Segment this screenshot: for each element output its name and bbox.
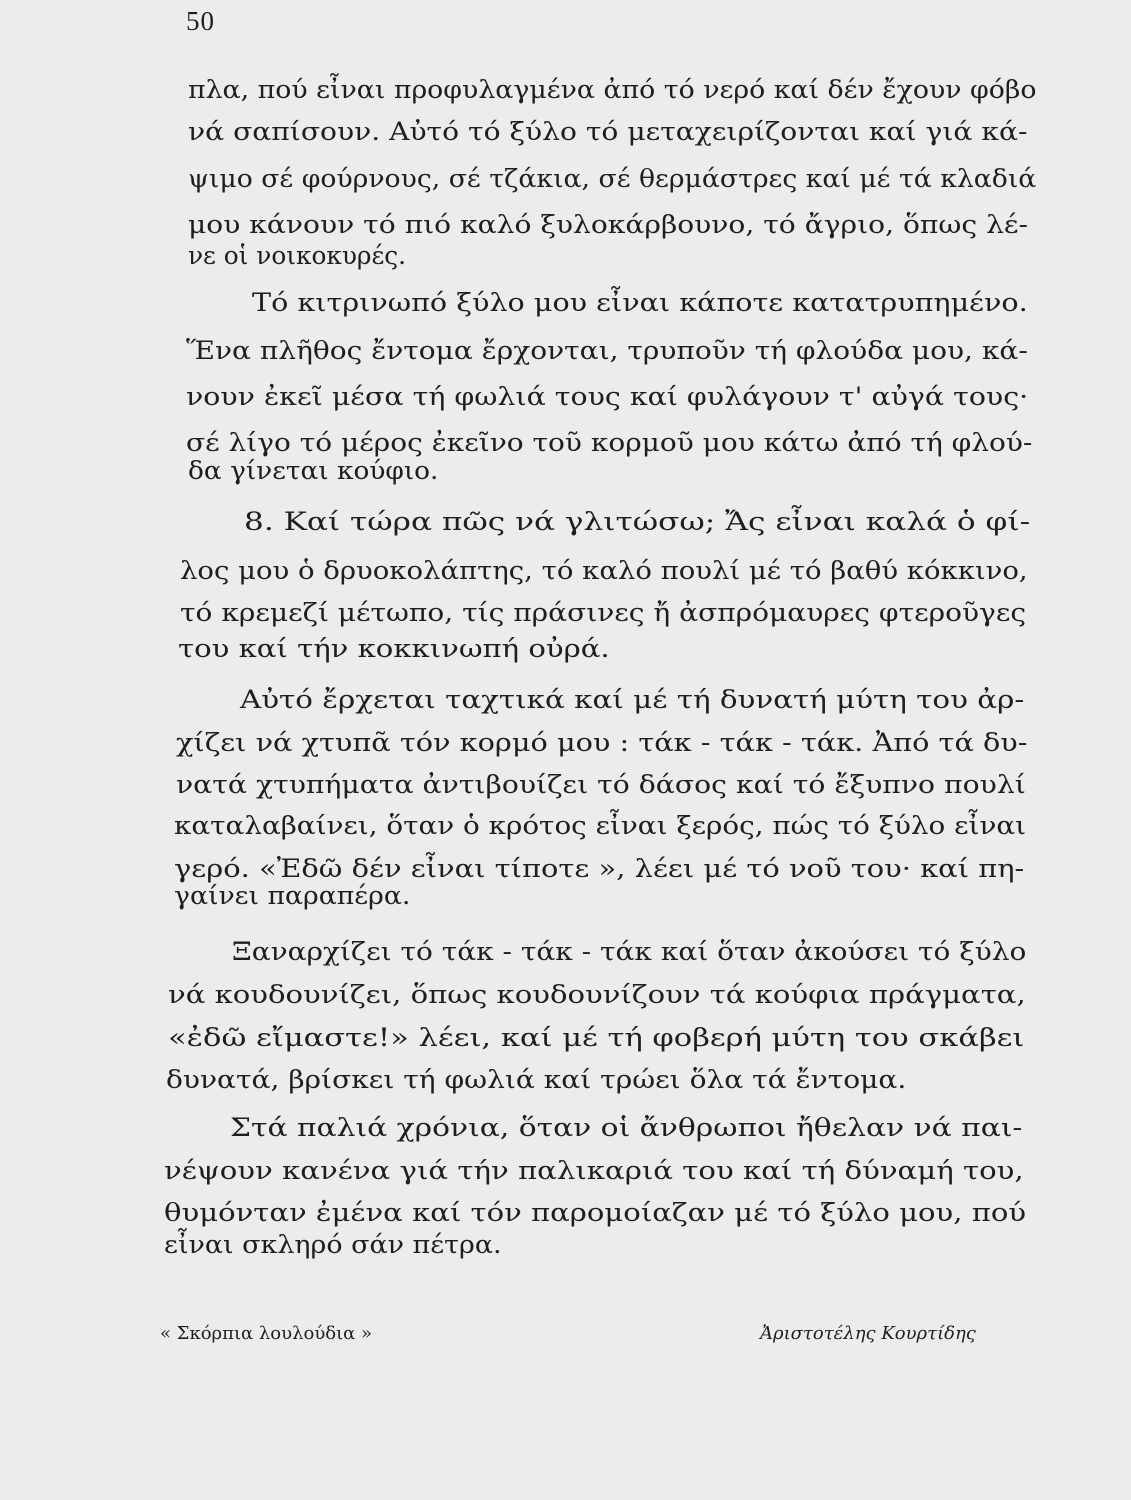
text-line: νά σαπίσουν. Αὐτό τό ξύλο τό μεταχειρίζονται καί γιά κά- [188, 117, 1028, 146]
text-line: ψιμο σέ φούρνους, σέ τζάκια, σέ θερμάστρες καί μέ τά κλαδιά [188, 164, 1037, 193]
text-line: Ἕνα πλῆθος ἔντομα ἔρχονται, τρυποῦν τή φλούδα μου, κά- [186, 336, 1028, 365]
text-line: του καί τήν κοκκινωπή οὐρά. [178, 634, 610, 663]
text-line: εἶναι σκληρό σάν πέτρα. [164, 1230, 502, 1259]
text-line: δα γίνεται κούφιο. [188, 456, 439, 485]
text-line: 8. Καί τώρα πῶς νά γλιτώσω; Ἄς εἶναι καλά ὁ φί- [244, 507, 1031, 536]
author-name: Ἀριστοτέλης Κουρτίδης [760, 1323, 976, 1344]
text-line: Ξαναρχίζει τό τάκ - τάκ - τάκ καί ὅταν ἀκούσει τό ξύλο [232, 937, 1027, 966]
text-line: νε οἱ νοικοκυρές. [188, 241, 407, 270]
text-line: νουν ἐκεῖ μέσα τή φωλιά τους καί φυλάγουν τ' αὐγά τους· [186, 382, 1029, 411]
text-line: Αὐτό ἔρχεται ταχτικά καί μέ τή δυνατή μύτη του ἀρ- [240, 685, 1025, 714]
text-line: μου κάνουν τό πιό καλό ξυλοκάρβουνο, τό ἄγριο, ὅπως λέ- [188, 210, 1029, 239]
text-line: γερό. «Ἐδῶ δέν εἶναι τίποτε », λέει μέ τό νοῦ του· καί πη- [174, 854, 1025, 883]
text-line: «ἐδῶ εἴμαστε!» λέει, καί μέ τή φοβερή μύτη του σκάβει [168, 1023, 1025, 1052]
text-line: Στά παλιά χρόνια, ὅταν οἱ ἄνθρωποι ἤθελαν νά παι- [230, 1113, 1023, 1142]
text-line: νά κουδουνίζει, ὅπως κουδουνίζουν τά κούφια πράγματα, [168, 980, 1026, 1009]
text-line: γαίνει παραπέρα. [174, 881, 411, 910]
text-line: δυνατά, βρίσκει τή φωλιά καί τρώει ὅλα τά ἔντομα. [166, 1065, 907, 1094]
text-line: νατά χτυπήματα ἀντιβουίζει τό δάσος καί τό ἔξυπνο πουλί [176, 770, 1026, 799]
text-line: χίζει νά χτυπᾶ τόν κορμό μου : τάκ - τάκ - τάκ. Ἀπό τά δυ- [176, 728, 1028, 757]
text-line: λος μου ὁ δρυοκολάπτης, τό καλό πουλί μέ τό βαθύ κόκκινο, [180, 556, 1028, 585]
text-line: νέψουν κανένα γιά τήν παλικαριά του καί τή δύναμή του, [164, 1156, 1024, 1185]
text-line: καταλαβαίνει, ὅταν ὁ κρότος εἶναι ξερός, πώς τό ξύλο εἶναι [174, 811, 1027, 840]
text-line: σέ λίγο τό μέρος ἐκεῖνο τοῦ κορμοῦ μου κάτω ἀπό τή φλού- [186, 428, 1033, 457]
text-line: τό κρεμεζί μέτωπο, τίς πράσινες ἤ ἀσπρόμαυρες φτεροῦγες [180, 598, 1027, 627]
text-line: πλα, πού εἶναι προφυλαγμένα ἀπό τό νερό καί δέν ἔχουν φόβο [188, 75, 1037, 104]
source-citation: « Σκόρπια λουλούδια » [160, 1323, 373, 1344]
text-line: Τό κιτρινωπό ξύλο μου εἶναι κάποτε κατατρυπημένο. [252, 288, 1028, 317]
text-line: θυμόνταν ἐμένα καί τόν παρομοίαζαν μέ τό ξύλο μου, πού [164, 1198, 1027, 1227]
page-number: 50 [186, 6, 215, 36]
